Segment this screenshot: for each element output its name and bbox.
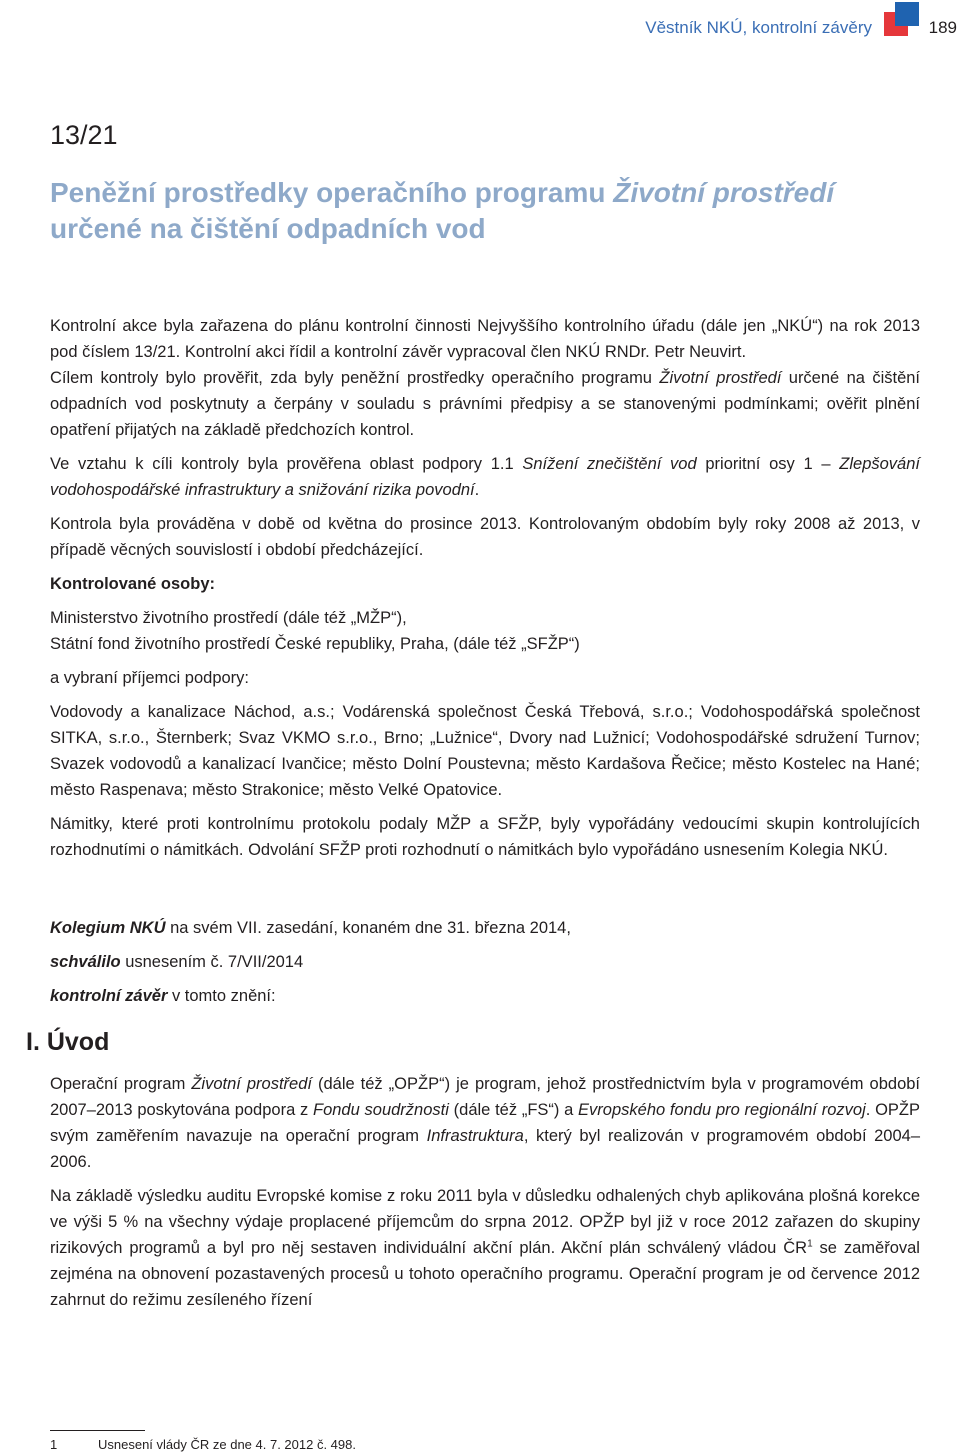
nku-logo-icon bbox=[884, 2, 920, 38]
audited-person-1: Ministerstvo životního prostředí (dále též „MŽP“), bbox=[50, 609, 407, 627]
intro-paragraph: Kontrolní akce byla zařazena do plánu kontrolní činnosti Nejvyššího kontrolního úřadu (dále jen „NKÚ“) na rok 2013 pod číslem 13/21. Kontrolní akci řídil a kontrolní závěr vypracoval člen NKÚ RNDr. Petr Neuvirt. bbox=[50, 317, 920, 361]
section-paragraph-2: Na základě výsledku auditu Evropské komise z roku 2011 byla v důsledku odhalených chyb aplikována plošná korekce ve výši 5 % na všechny výdaje proplacené příjemcům do srpna 2012. OPŽP byl již v roce 2012 zařazen do skupiny rizikových programů a byl pro něj sestaven individuální akční plán. Akční plán schválený vládou $ČR^1$ se zaměřoval zejména na obnovení pozastavených procesů u tohoto operačního programu. Operační program je od července 2012 zahrnut do režimu zesíleného řízení bbox=[50, 1187, 920, 1309]
footnote-divider bbox=[50, 1430, 145, 1431]
logo-blue-square bbox=[895, 2, 919, 26]
approval-line-3: kontrolní závěr v tomto znění: bbox=[50, 987, 276, 1005]
objections-paragraph: Námitky, které proti kontrolnímu protokolu podaly MŽP a SFŽP, byly vypořádány vedoucími skupin kontrolujících rozhodnutími o námitkách. Odvolání SFŽP proti rozhodnutí o námitkách bylo vypořádáno usnesením Kolegia NKÚ. bbox=[50, 815, 920, 859]
recipients-list: Vodovody a kanalizace Náchod, a.s.; Vodárenská společnost Česká Třebová, s.r.o.; Vodohospodářská společnost SITKA, s.r.o., Šternberk; Svaz VKMO s.r.o., Brno; „Lužnice“, Dvory nad Lužnicí; Vodohospodářské sdružení Turnov; Svazek vodovodů a kanalizací Ivančice; město Dolní Poustevna; město Kardašova Řečice; město Kostelec na Hané; město Raspenava; město Strakonice; město Velké Opatovice. bbox=[50, 703, 920, 799]
audited-person-2: Státní fond životního prostředí České republiky, Praha, (dále též „SFŽP“) bbox=[50, 635, 580, 653]
main-content bbox=[26, 313, 921, 1321]
objective-paragraph: Cílem kontroly bylo prověřit, zda byly peněžní prostředky operačního programu Životní prostředí určené na čištění odpadních vod poskytnuty a čerpány v souladu s právními předpisy a se stanovenými podmínkami; ověřit plnění opatření přijatých na základě předchozích kontrol. bbox=[50, 369, 921, 439]
approval-line-2: schválilo usnesením č. 7/VII/2014 bbox=[50, 953, 304, 971]
journal-title: Věstník NKÚ, kontrolní závěry bbox=[645, 18, 872, 37]
persons-heading: Kontrolované osoby: bbox=[50, 575, 216, 593]
period-paragraph: Kontrola byla prováděna v době od května do prosince 2013. Kontrolovaným obdobím byly roky 2008 až 2013, v případě věcných souvislostí i období předcházející. bbox=[50, 515, 920, 559]
footnote-number: 1 bbox=[50, 1437, 58, 1452]
approval-line-1: Kolegium NKÚ na svém VII. zasedání, konaném dne 31. března 2014, bbox=[50, 919, 571, 937]
footnote-ref: 1 bbox=[807, 1238, 813, 1250]
scope-paragraph: Ve vztahu k cíli kontroly byla prověřena oblast podpory 1.1 Snížení znečištění vod prioritní osy 1 – Zlepšování vodohospodářské infrastruktury a snižování rizika povodní. bbox=[50, 455, 920, 499]
footnote bbox=[50, 1437, 356, 1452]
recipients-intro: a vybraní příjemci podpory: bbox=[50, 669, 250, 687]
section-heading: I. Úvod bbox=[26, 1028, 110, 1056]
audit-number: 13/21 bbox=[50, 120, 118, 150]
section-paragraph-1: Operační program Životní prostředí (dále též „OPŽP“) je program, jehož prostřednictvím byla v programovém období 2007–2013 poskytována podpora z Fondu soudržnosti (dále též „FS“) a Evropského fondu pro regionální rozvoj. OPŽP svým zaměřením navazuje na operační program Infrastruktura, který byl realizován v programovém období 2004–2006. bbox=[50, 1075, 921, 1171]
page-number: 189 bbox=[928, 18, 957, 37]
document-title: Peněžní prostředky operačního programu Životní prostředí určené na čištění odpadních vod bbox=[50, 177, 835, 244]
footnote-text: Usnesení vlády ČR ze dne 4. 7. 2012 č. 498. bbox=[98, 1437, 356, 1452]
